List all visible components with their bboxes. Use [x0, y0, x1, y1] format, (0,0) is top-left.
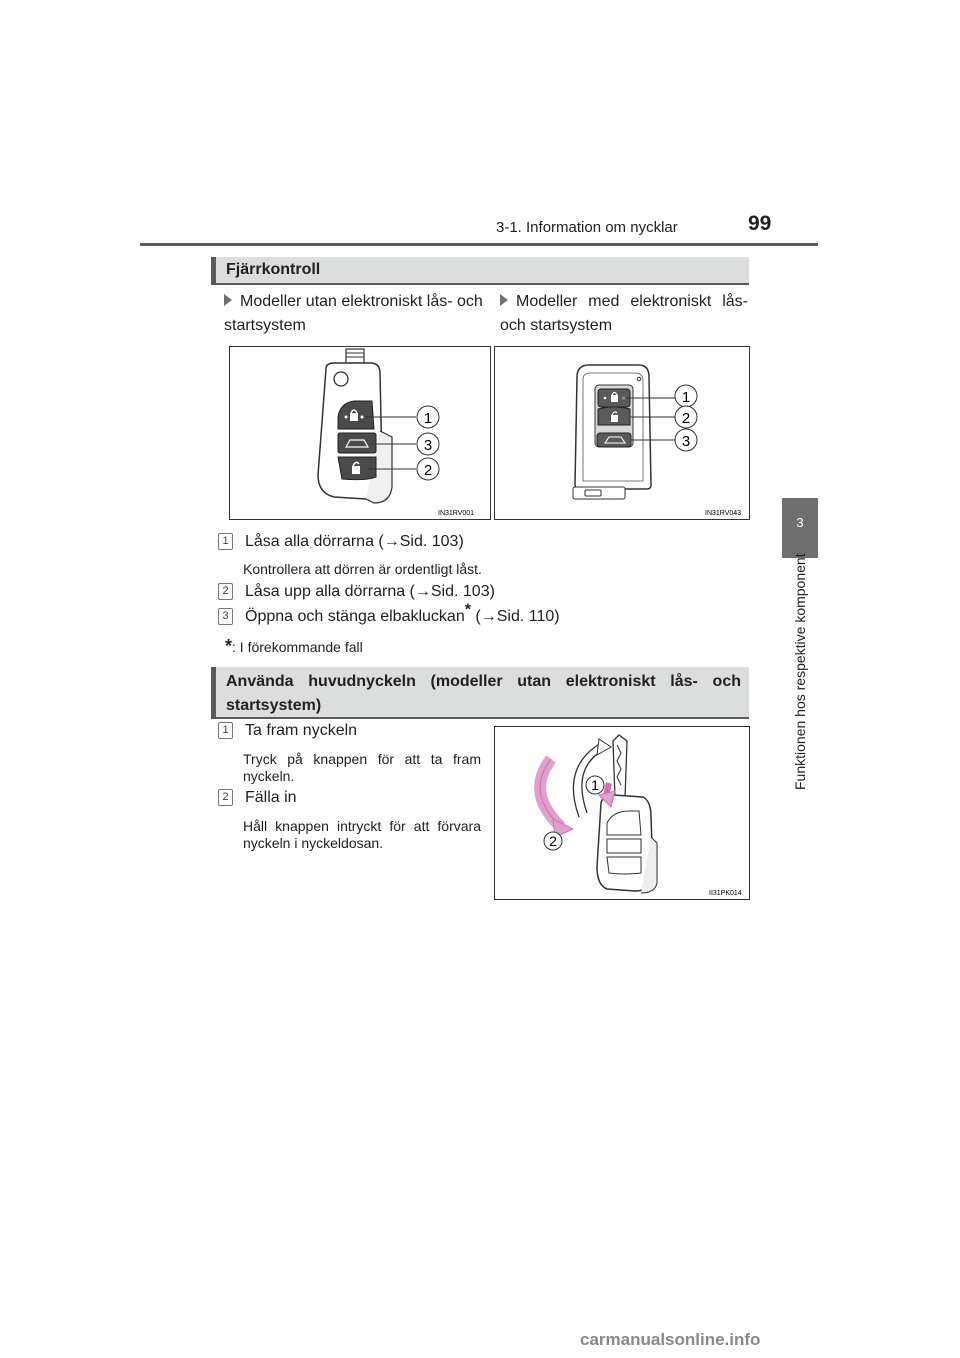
- figure-code: II31PK014: [709, 890, 742, 897]
- figure-remote-with-smart-key: [494, 346, 750, 520]
- item-text: Öppna och stänga elbakluckan: [245, 608, 465, 625]
- item-text: Ta fram nyckeln: [245, 722, 358, 739]
- item-note: Tryck på knappen för att ta fram nyckeln.: [243, 751, 481, 784]
- page-number: 99: [748, 212, 772, 235]
- header-rule: [140, 243, 818, 246]
- section-heading-master-key: Använda huvudnyckeln (modeller utan elektroniskt lås- och startsystem): [211, 667, 749, 717]
- watermark: carmanualsonline.info: [580, 1330, 761, 1349]
- model-b-heading: [500, 290, 748, 338]
- figure-master-key-operation: [494, 726, 750, 900]
- callout-1: 1: [423, 410, 433, 427]
- item-number-badge: 3: [218, 608, 233, 625]
- item-number-badge: 1: [218, 722, 233, 739]
- figure-code: IN31RV001: [438, 510, 475, 517]
- footnote-text: : I förekommande fall: [232, 639, 363, 655]
- triangle-bullet-icon: [500, 294, 508, 306]
- callout-2: 2: [549, 833, 557, 849]
- list-item: [218, 601, 560, 626]
- figure-code: IN31RV043: [705, 510, 742, 517]
- item-number-badge: 1: [218, 533, 233, 550]
- item-text: Låsa alla dörrarna (→Sid. 103): [245, 533, 464, 550]
- item-number-badge: 2: [218, 789, 233, 806]
- triangle-bullet-icon: [224, 294, 232, 306]
- section-title: 3-1. Information om nycklar: [496, 219, 678, 236]
- callout-3: 3: [681, 433, 691, 450]
- list-item: [218, 789, 297, 807]
- chapter-tab-label: Funktionen hos respektive komponent: [792, 553, 808, 790]
- item-text: Fälla in: [245, 789, 297, 806]
- item-text-suffix: (→Sid. 110): [470, 608, 560, 625]
- flip-key-remote-illustration: [230, 347, 490, 519]
- list-item: [218, 533, 464, 551]
- model-a-text: Modeller utan elektroniskt lås- och startsystem: [224, 293, 483, 334]
- chapter-tab[interactable]: 3: [782, 498, 818, 558]
- key-flip-illustration: [495, 727, 749, 899]
- callout-3: 3: [423, 437, 433, 454]
- callout-1: 1: [591, 777, 599, 793]
- callout-2: 2: [423, 462, 433, 479]
- chapter-tab-label-container: [782, 553, 818, 798]
- callout-2: 2: [681, 410, 691, 427]
- model-a-heading: [224, 290, 486, 338]
- item-text: Låsa upp alla dörrarna (→Sid. 103): [245, 583, 495, 600]
- footnote-marker: *: [464, 601, 471, 619]
- figure-remote-without-smart-key: [229, 346, 491, 520]
- callout-1: 1: [681, 389, 691, 406]
- item-note: Kontrollera att dörren är ordentligt låst.: [243, 561, 482, 577]
- item-number-badge: 2: [218, 583, 233, 600]
- list-item: [218, 722, 357, 740]
- list-item: [218, 583, 495, 601]
- smart-key-illustration: [495, 347, 749, 519]
- footnote: [225, 636, 363, 657]
- model-b-text: Modeller med elektroniskt lås- och startsystem: [500, 293, 748, 334]
- item-note: Håll knappen intryckt för att förvara nyckeln i nyckeldosan.: [243, 818, 481, 851]
- footnote-mark: *: [225, 636, 233, 656]
- section-heading-remote: Fjärrkontroll: [211, 257, 749, 283]
